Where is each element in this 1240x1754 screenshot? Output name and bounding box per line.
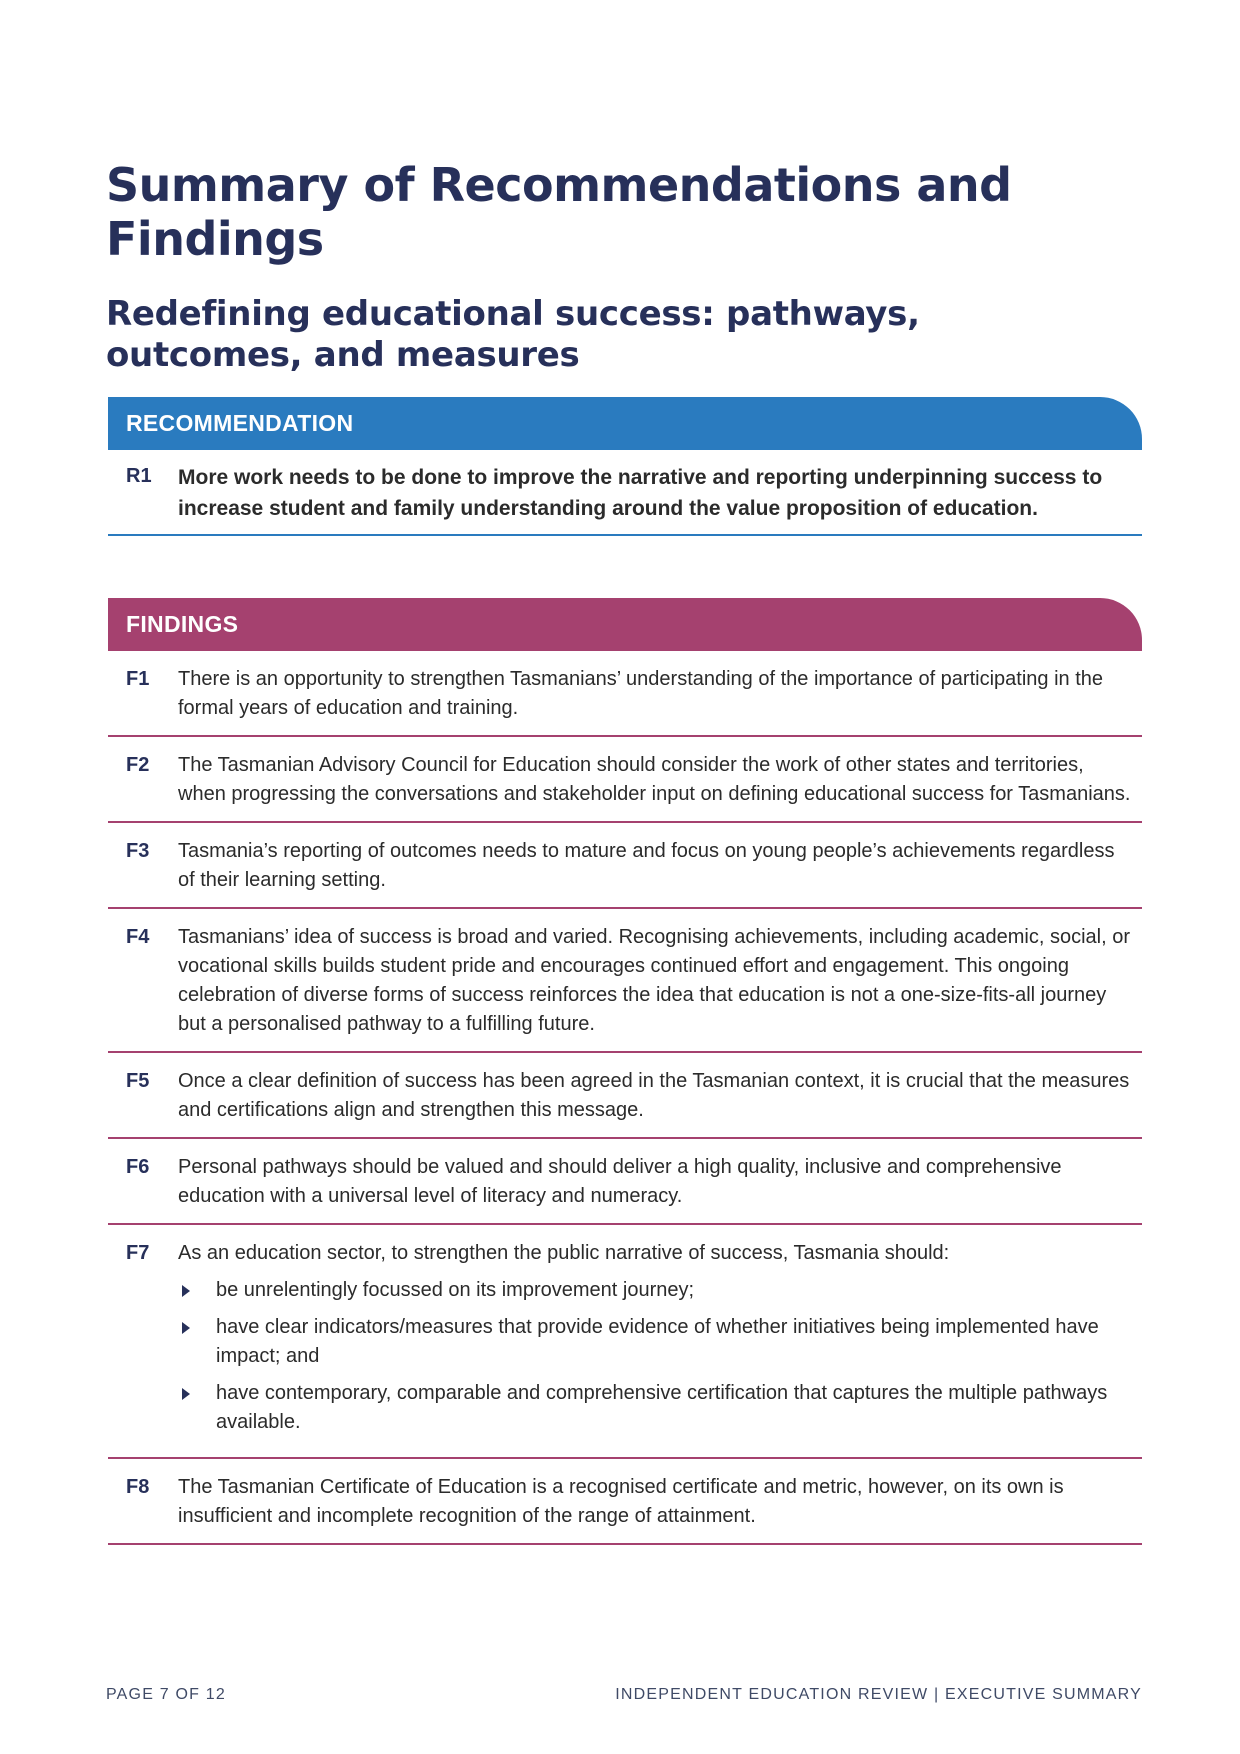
finding-code: F5 <box>126 1070 150 1092</box>
list-item-text: be unrelentingly focussed on its improvement journey; <box>216 1279 695 1301</box>
list-item <box>178 1313 1132 1371</box>
finding-row-f7 <box>108 1225 1142 1459</box>
recommendation-code: R1 <box>126 465 152 487</box>
triangle-bullet-icon <box>182 1285 190 1297</box>
triangle-bullet-icon <box>182 1322 190 1334</box>
recommendation-table <box>108 397 1142 536</box>
finding-code: F6 <box>126 1156 150 1178</box>
finding-text: There is an opportunity to strengthen Tasmanians’ understanding of the importance of participating in the formal years of education and training. <box>178 668 1104 719</box>
page-number: PAGE 7 OF 12 <box>106 1686 226 1703</box>
finding-row-f3 <box>108 823 1142 909</box>
finding-code: F4 <box>126 926 150 948</box>
findings-header: FINDINGS <box>108 598 1142 651</box>
page-title: Summary of Recommendations and Findings <box>106 158 1012 266</box>
finding-row-f5 <box>108 1053 1142 1139</box>
finding-row-f8 <box>108 1459 1142 1545</box>
finding-text-block <box>178 1239 1142 1445</box>
finding-code: F7 <box>126 1242 150 1264</box>
finding-row-f6 <box>108 1139 1142 1225</box>
finding-text: As an education sector, to strengthen the public narrative of success, Tasmania should: <box>178 1242 950 1264</box>
list-item <box>178 1379 1132 1437</box>
finding-code: F8 <box>126 1476 150 1498</box>
finding-text: Once a clear definition of success has been agreed in the Tasmanian context, it is crucial that the measures and certifications align and strengthen this message. <box>178 1070 1130 1121</box>
finding-row-f2 <box>108 737 1142 823</box>
finding-bullet-list <box>178 1276 1132 1437</box>
finding-row-f4 <box>108 909 1142 1053</box>
finding-text: Tasmanians’ idea of success is broad and varied. Recognising achievements, including academic, social, or vocational skills builds student pride and encourages continued effort and engagement. This ongoing celebration of diverse forms of success reinforces the idea that education is not a one-size-fits-all journey but a personalised pathway to a fulfilling future. <box>178 926 1130 1035</box>
document-title-footer: INDEPENDENT EDUCATION REVIEW | EXECUTIVE SUMMARY <box>615 1686 1142 1703</box>
list-item <box>178 1276 1132 1305</box>
finding-code: F1 <box>126 668 150 690</box>
list-item-text: have clear indicators/measures that provide evidence of whether initiatives being implemented have impact; and <box>216 1316 1099 1367</box>
recommendation-row-r1 <box>108 450 1142 536</box>
section-title: Redefining educational success: pathways, outcomes, and measures <box>106 294 920 375</box>
finding-text: Personal pathways should be valued and should deliver a high quality, inclusive and comprehensive education with a universal level of literacy and numeracy. <box>178 1156 1062 1207</box>
finding-code: F2 <box>126 754 150 776</box>
findings-table <box>108 598 1142 1545</box>
recommendation-text: More work needs to be done to improve the narrative and reporting underpinning success to increase student and family understanding around the value proposition of education. <box>178 466 1103 520</box>
recommendation-header: RECOMMENDATION <box>108 397 1142 450</box>
finding-text: The Tasmanian Certificate of Education is a recognised certificate and metric, however, on its own is insufficient and incomplete recognition of the range of attainment. <box>178 1476 1064 1527</box>
finding-row-f1 <box>108 651 1142 737</box>
finding-text: The Tasmanian Advisory Council for Education should consider the work of other states and territories, when progressing the conversations and stakeholder input on defining educational success for Tasmanians. <box>178 754 1131 805</box>
finding-code: F3 <box>126 840 150 862</box>
triangle-bullet-icon <box>182 1388 190 1400</box>
list-item-text: have contemporary, comparable and comprehensive certification that captures the multiple pathways available. <box>216 1382 1108 1433</box>
finding-text: Tasmania’s reporting of outcomes needs to mature and focus on young people’s achievements regardless of their learning setting. <box>178 840 1115 891</box>
